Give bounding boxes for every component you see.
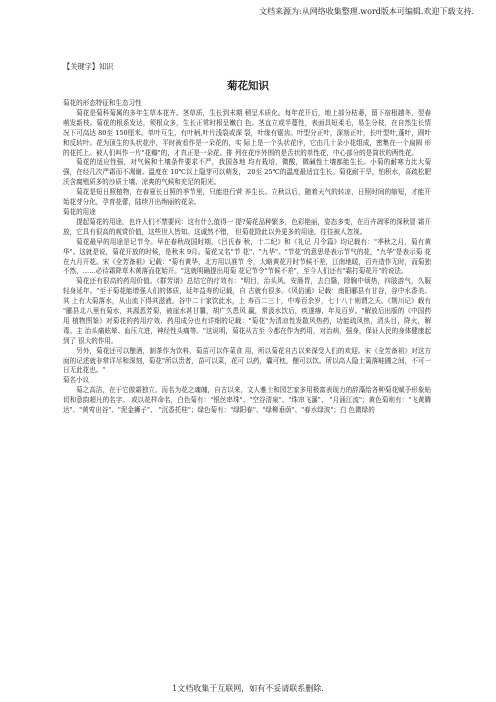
section-heading: 菊花的形态特征和生态习性	[63, 99, 142, 107]
body-paragraph: 菊花最早的用途是记节令。早在春秋战国时期，《吕氏春 秋，十二纪》和《礼记 月令篇》均记载有："季秋之月，菊有黄 华"。这就是说，菊花开放的时候，是秋末 9月。菊花又名"节 花"、"九华"。"节花"的意思是表示节气的花，"九华"是表示菊 花在九月开花。宋《全芳备祖》记载："菊有黄华，北方用以准节 令，大略黄花开时节候不差，江南地暖，百卉造作无时，而菊独 不然，……必待霜降草木黄落而花始开。"这就明确提出用菊 花记节令"节候不差"，至今人们还有"霜打菊花开"的说法。	[63, 237, 431, 276]
body-paragraph: 另外，菊花还可以酿酒，制茶作为饮料，菊苗可以作菜食 用，所以菊花自古以来深受人们的欢迎。宋《全芳备祖》对这方 面的记述就非常详尽和深刻，菊花"所以贵者，苗可以菜，花可 以药，囊可枕，酿可以饮。所以高人隐士篱落畦圃之间，不可一 日无此花也。"	[63, 346, 431, 375]
body-paragraph: 菊花的适应性强，对气候和土壤条件要求不严，我国各地 均有栽培，微酸，微碱性土壤都能生长。小菊的耐寒力比大菊 强，在经几次严霜而不凋谢。温度在 10℃以上隐芽可以萌发， 20至 25℃的温度最适宜生长。菊花耐干旱，怕积水，喜疏松肥 沃含腐殖质多的沙质土壤、凉爽的气候和充足的阳光。	[63, 158, 431, 187]
body-paragraph: 菊花是短日照植物，在春夏长日照的季节里，只能进行营 养生长。立秋以后，随着天气的转凉，日照时间的缩短，才能开 始花芽分化，孕育花蕾，陆续开出绚丽的花朵。	[63, 188, 431, 207]
body-paragraph: 菊花还有很高的药用价值。《群芳谱》总结它的疗效有："明目，治头风，安肠胃，去白翳，除胸中烦热，四肢游气，久服 轻身延年。"至于菊花能增强人们的体质，延年益寿的记载，自 古就有很多。《风俗通》记载：南阳郦县有甘谷，谷中水香美。其 上有大菊落水，从山流下得其滋液。谷中二十家饮此水，上 寿百二三十，中寿百余岁，七十八十则谓之夭。《荆川记》载有 "郦县北八里有菊水，其源悉芳菊，被崖水甚甘馨，胡广久患风 赢，常汲水饮后，疾遂瘳，年及百岁。"解放后出版的《中国药用 植物图鉴》对菊花的药用疗效、药用成分也有详细的记载："菊花"为清凉性发散风热药，功能疏风热，清头目，降火，解毒。主 治头痛眩晕、血压亢进，神经性头痛等。"这说明，菊花从古至 今都在作为药用，对治病，强身，保证人民的身体健康起到了 很大的作用。	[63, 277, 431, 345]
section-heading: 菊花的用途	[63, 207, 96, 216]
body-paragraph: 菊之高洁，在于它傲霜独立。而名为花之魂魄，自古以来，文人雅士和园艺家多用极富表现力的辞藻给各种菊花赋予形象贴切和意韵超凡的名字。 或以花样命名，白色菊有："银丝串珠"、"空谷清泉"、"珠帘飞瀑"、 "月涌江流"；黄色菊则有："飞黄腾达"、"黄莺出谷"、"泥金狮子"、 "沉香托桂"；绿色菊有："绿阳春"、"绿柳垂荫"、"春水绿波"；白 色微绿的	[63, 386, 431, 415]
page-footer-note: 1文档收集于互联网，如有不妥请联系删除.	[172, 684, 324, 693]
body-paragraph: 提起菊花的用途，也许人们不禁要问：这有什么值得一 提?菊花品种繁多，色彩艳丽，姿态多变，在百卉凋零的深秋冒 霜开放，它具有很高的观赏价值，这些世人皆知。这诚然不错， 但菊花除此以外更多的用途，往往被人忽视。	[63, 217, 431, 236]
keywords-line: 【关键字】知识	[63, 62, 114, 71]
section-heading: 菊名小议	[63, 376, 90, 385]
page-header-note: 文档来源为:从网络收集整理.word版本可编辑.欢迎下载支持.	[259, 7, 474, 16]
body-paragraph: 菊花是菊科菊属的多年生草本花卉。茎草质，生长到末期 稍呈木质化。每年花开后，地上部分枯萎，留下宿根越冬，翌春 萌发新枝。菊花的根系发达，须根众多，生长正常时根呈嫩白 色。茎直立或半蔓性，表面具短柔毛，易生分枝，在自然生长情 况下可高达 80至 150厘米。单叶互生，有叶柄,叶片浅裂或深 裂，叶缘有锯齿。叶型分正叶，深刻正叶，长叶型叶,蓬叶，圆叶 和反转叶。花为顶生的头状花序，平时被看作是一朵花的，实 际上是一个头状花序，它由几十朵小花组成，密集在一个扁圆 形的花托上。被人们叫作一片"花瓣"的，才真正是一朵花。排 列在花序外围的是舌状的单性花，中心部分的是筒状的两性花。	[63, 108, 431, 157]
document-body	[63, 99, 431, 416]
document-title: 菊花知识	[227, 80, 269, 92]
